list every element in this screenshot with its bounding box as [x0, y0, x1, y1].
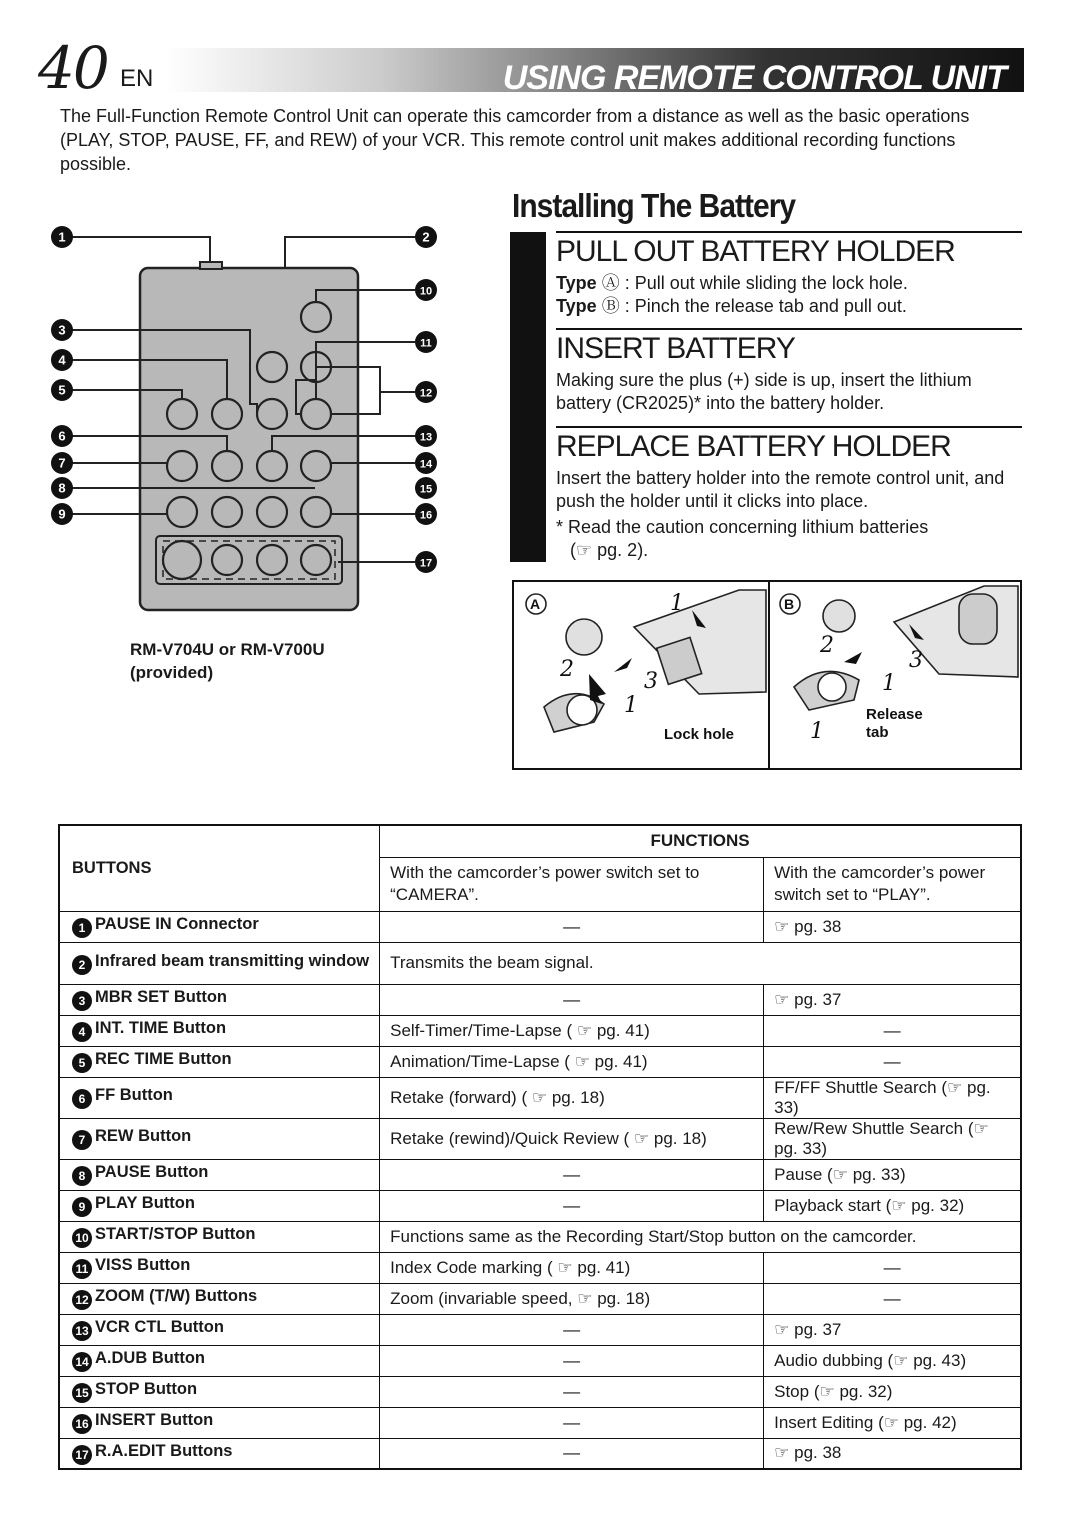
button-name-cell: [59, 1376, 380, 1407]
camera-function-cell: [380, 1077, 764, 1118]
callout-marker: [415, 452, 437, 474]
pointing-hand-icon: ☞: [891, 1195, 907, 1216]
leader-line: [285, 237, 415, 268]
camera-function: —: [563, 1443, 581, 1463]
callout-marker: [415, 551, 437, 573]
camera-function-cell: [380, 911, 764, 942]
tab-label: tab: [866, 724, 889, 741]
button-name-cell: [59, 1345, 380, 1376]
pointing-hand-icon: ☞: [531, 1087, 548, 1108]
button-name: PAUSE IN Connector: [95, 915, 259, 933]
camera-function: —: [563, 916, 581, 936]
camera-function-cell: [380, 1118, 764, 1159]
lock-hole-label: Lock hole: [664, 726, 735, 743]
camera-function: Self-Timer/Time-Lapse (: [390, 1020, 573, 1040]
remote-button: [301, 497, 331, 527]
remote-button: [257, 497, 287, 527]
remote-button: [212, 399, 242, 429]
play-function-cell: [764, 984, 1021, 1015]
button-name: PAUSE Button: [95, 1163, 209, 1181]
table-row: [59, 1252, 1021, 1283]
table-row: [59, 1314, 1021, 1345]
buttons-header: BUTTONS: [59, 825, 380, 911]
callout-number: 3: [58, 322, 66, 338]
play-function-cell: [764, 1252, 1021, 1283]
table-row: [59, 1438, 1021, 1469]
step-1-heading: PULL OUT BATTERY HOLDER: [556, 231, 1022, 269]
pointing-hand-icon: ☞: [576, 540, 593, 561]
camera-function-cell: [380, 1190, 764, 1221]
circle-a-icon: Ⓐ: [601, 273, 620, 294]
panel-a-num-1b: 1: [624, 693, 638, 718]
button-name-cell: [59, 1283, 380, 1314]
step-3-note-ref: pg. 2).: [597, 540, 649, 560]
pointing-hand-icon: ☞: [774, 916, 790, 937]
pointing-hand-icon: ☞: [557, 1257, 573, 1278]
step-3-note: * Read the caution concerning lithium batteries: [556, 517, 929, 537]
step-2-number: 2: [513, 360, 540, 409]
callout-number: 17: [72, 1445, 92, 1465]
panel-a-label: A: [530, 596, 541, 612]
camera-function-cell: [380, 984, 764, 1015]
camera-function-cell: [380, 1046, 764, 1077]
callout-marker: [51, 349, 73, 371]
camera-function-cell: [380, 1159, 764, 1190]
pointing-hand-icon: ☞: [774, 989, 790, 1010]
play-function: —: [883, 1257, 901, 1277]
callout-number: 16: [419, 509, 433, 522]
play-function-cell: [764, 1190, 1021, 1221]
camera-function: —: [563, 1381, 581, 1401]
pointing-hand-icon: ☞: [832, 1164, 848, 1185]
step-1-text: [556, 272, 1026, 318]
callout-marker: [51, 379, 73, 401]
camera-function: —: [563, 1164, 581, 1184]
pointing-hand-icon: ☞: [819, 1381, 835, 1402]
play-page-ref: pg. 32): [911, 1195, 965, 1215]
table-row: [59, 1283, 1021, 1314]
type-b-text: : Pinch the release tab and pull out.: [624, 296, 907, 316]
play-function: Rew/Rew Shuttle Search (: [774, 1118, 974, 1138]
button-name-cell: [59, 1252, 380, 1283]
play-function: Playback start (: [774, 1195, 892, 1215]
button-name: VCR CTL Button: [95, 1318, 224, 1336]
remote-button: [301, 399, 331, 429]
play-function: —: [883, 1020, 901, 1040]
function-cell: Functions same as the Recording Start/Stop button on the camcorder.: [380, 1221, 1021, 1252]
table-row: [59, 1345, 1021, 1376]
camera-function: Animation/Time-Lapse (: [390, 1051, 570, 1071]
play-function-cell: [764, 1376, 1021, 1407]
page-title: USING REMOTE CONTROL UNIT: [502, 59, 1006, 97]
callout-number: 13: [72, 1321, 92, 1341]
play-function: pg. 37: [794, 1319, 842, 1339]
callout-marker: [415, 226, 437, 248]
callout-marker: [51, 477, 73, 499]
language-code: EN: [120, 65, 154, 92]
callout-number: 15: [72, 1383, 92, 1403]
remote-button: [257, 451, 287, 481]
camera-function-cell: [380, 1376, 764, 1407]
callout-number: 10: [419, 285, 433, 298]
camera-page-ref: pg. 18): [653, 1128, 707, 1148]
table-row: [59, 1376, 1021, 1407]
callout-number: 6: [72, 1089, 92, 1109]
release-label: Release: [866, 706, 923, 723]
remote-button: [212, 451, 242, 481]
pointing-hand-icon: ☞: [574, 1051, 590, 1072]
pointing-hand-icon: ☞: [893, 1350, 909, 1371]
panel-a-num-2: 2: [560, 657, 574, 682]
table-row: [59, 911, 1021, 942]
camera-function: —: [563, 1195, 581, 1215]
title-bar: [166, 48, 1024, 97]
callout-number: 13: [419, 431, 433, 444]
camera-function-cell: [380, 1314, 764, 1345]
pointing-hand-icon: ☞: [577, 1288, 593, 1309]
button-name-cell: [59, 1438, 380, 1469]
callout-number: 12: [72, 1290, 92, 1310]
pointing-hand-icon: ☞: [883, 1412, 899, 1433]
play-header: With the camcorder’s power switch set to “PLAY”.: [764, 857, 1021, 911]
button-name-cell: [59, 911, 380, 942]
callout-number: 8: [58, 480, 66, 496]
camera-page-ref: pg. 41): [596, 1020, 650, 1040]
callout-number: 11: [420, 337, 432, 350]
callout-number: 7: [58, 455, 66, 471]
camera-function: —: [563, 1350, 581, 1370]
camera-page-ref: pg. 41): [577, 1257, 631, 1277]
remote-control-diagram: [50, 220, 450, 620]
play-function: —: [883, 1288, 901, 1308]
button-name-cell: [59, 1118, 380, 1159]
camera-function: —: [563, 1319, 581, 1339]
pointing-hand-icon: ☞: [774, 1443, 790, 1464]
button-name: INSERT Button: [95, 1411, 214, 1429]
camera-header: With the camcorder’s power switch set to “CAMERA”.: [380, 857, 764, 911]
callout-number: 4: [72, 1022, 92, 1042]
button-name-cell: [59, 1015, 380, 1046]
circle-b-icon: Ⓑ: [601, 296, 620, 317]
callout-marker: [415, 477, 437, 499]
play-function: pg. 37: [794, 989, 842, 1009]
callout-number: 2: [72, 955, 92, 975]
callout-marker: [415, 381, 437, 403]
table-row: [59, 984, 1021, 1015]
pointing-hand-icon: ☞: [774, 1319, 790, 1340]
play-function-cell: [764, 1159, 1021, 1190]
panel-a-num-1: 1: [670, 591, 684, 616]
play-function-cell: [764, 1314, 1021, 1345]
callout-number: 1: [58, 229, 66, 245]
camera-function: Index Code marking (: [390, 1257, 553, 1277]
play-function-cell: [764, 1438, 1021, 1469]
play-page-ref: pg. 42): [903, 1412, 957, 1432]
button-name: REW Button: [95, 1127, 192, 1145]
panel-b-num-2: 2: [820, 633, 834, 658]
step-1-number: 1: [513, 262, 540, 311]
callout-number: 9: [58, 506, 66, 522]
callout-marker: [51, 226, 73, 248]
play-function-cell: [764, 1345, 1021, 1376]
button-name-cell: [59, 1221, 380, 1252]
remote-provided: (provided): [130, 663, 214, 682]
play-function-cell: [764, 1015, 1021, 1046]
callout-marker: [415, 503, 437, 525]
camera-function: Retake (rewind)/Quick Review (: [390, 1128, 630, 1148]
battery-illustration: [512, 580, 1022, 770]
play-function-cell: [764, 911, 1021, 942]
button-name: REC TIME Button: [95, 1050, 232, 1068]
remote-button: [167, 451, 197, 481]
button-name-cell: [59, 1159, 380, 1190]
callout-number: 10: [72, 1228, 92, 1248]
callout-number: 9: [72, 1197, 92, 1217]
pointing-hand-icon: ☞: [633, 1128, 650, 1149]
button-name-cell: [59, 1046, 380, 1077]
play-function: Pause (: [774, 1164, 833, 1184]
step-3-number: 3: [513, 457, 540, 506]
table-row: [59, 1118, 1021, 1159]
table-row: [59, 1077, 1021, 1118]
camera-page-ref: pg. 41): [594, 1051, 648, 1071]
step-2-text: Making sure the plus (+) side is up, insert the lithium battery (CR2025)* into the battery holder.: [556, 370, 972, 413]
step-3-heading: REPLACE BATTERY HOLDER: [556, 426, 1022, 464]
callout-marker: [51, 425, 73, 447]
button-name: START/STOP Button: [95, 1225, 256, 1243]
button-name: MBR SET Button: [95, 988, 227, 1006]
pointing-hand-icon: ☞: [973, 1118, 989, 1139]
table-row: [59, 942, 1021, 984]
camera-page-ref: pg. 18): [551, 1087, 605, 1107]
callout-number: 8: [72, 1166, 92, 1186]
callout-number: 2: [422, 229, 430, 245]
callout-number: 14: [72, 1352, 92, 1372]
panel-b-num-1b: 1: [810, 719, 824, 744]
remote-button: [257, 352, 287, 382]
play-function: Audio dubbing (: [774, 1350, 894, 1370]
callout-number: 17: [419, 557, 433, 570]
play-page-ref: pg. 33): [774, 1077, 991, 1117]
step-3-body: Insert the battery holder into the remote control unit, and push the holder until it clicks into place.: [556, 468, 1005, 511]
play-function-cell: [764, 1283, 1021, 1314]
battery-drawing: [514, 582, 1020, 768]
play-function-cell: [764, 1077, 1021, 1118]
remote-button: [301, 545, 331, 575]
panel-b-num-3: 3: [909, 648, 923, 673]
camera-function: —: [563, 989, 581, 1009]
function-cell: Transmits the beam signal.: [380, 942, 1021, 984]
callout-number: 5: [58, 382, 66, 398]
play-function: pg. 38: [794, 1443, 842, 1463]
callout-marker: [415, 331, 437, 353]
remote-button: [301, 451, 331, 481]
callout-number: 14: [419, 458, 433, 471]
panel-divider: [768, 582, 770, 768]
play-page-ref: pg. 33): [852, 1164, 906, 1184]
play-function: pg. 38: [794, 916, 842, 936]
button-name-cell: [59, 1314, 380, 1345]
play-function-cell: [764, 1407, 1021, 1438]
button-name: VISS Button: [95, 1256, 191, 1274]
type-label: Type: [556, 273, 597, 293]
type-label: Type: [556, 296, 597, 316]
callout-marker: [51, 452, 73, 474]
camera-function: —: [563, 1412, 581, 1432]
table-row: [59, 1221, 1021, 1252]
button-name: ZOOM (T/W) Buttons: [95, 1287, 258, 1305]
camera-function: Zoom (invariable speed,: [390, 1288, 573, 1308]
button-name-cell: [59, 942, 380, 984]
callout-number: 1: [72, 918, 92, 938]
callout-number: 3: [72, 991, 92, 1011]
callout-marker: [415, 425, 437, 447]
play-function: FF/FF Shuttle Search (: [774, 1077, 948, 1097]
play-function-cell: [764, 1046, 1021, 1077]
leader-line: [72, 237, 210, 262]
intro-paragraph: The Full-Function Remote Control Unit can operate this camcorder from a distance as well as the basic operations (PLAY, STOP, PAUSE, FF, and REW) of your VCR. This remote control unit makes additional recording functions possible.: [60, 106, 970, 174]
panel-a-num-3: 3: [644, 669, 658, 694]
table-row: [59, 1190, 1021, 1221]
remote-button: [301, 302, 331, 332]
button-name: STOP Button: [95, 1380, 198, 1398]
button-name: INT. TIME Button: [95, 1019, 227, 1037]
remote-button: [257, 399, 287, 429]
play-page-ref: pg. 33): [774, 1138, 828, 1158]
remote-button: [167, 399, 197, 429]
callout-marker: [415, 279, 437, 301]
panel-b-num-1: 1: [882, 671, 896, 696]
remote-button: [163, 541, 201, 579]
step-3-text: Insert the battery holder into the remote control unit, and push the holder until it clicks into place. * Read the caution concerning lithium batteries (☞ pg. 2).: [556, 467, 1026, 562]
callout-number: 12: [419, 387, 433, 400]
camera-function-cell: [380, 1015, 764, 1046]
button-name-cell: [59, 1190, 380, 1221]
callout-number: 16: [72, 1414, 92, 1434]
button-name-cell: [59, 984, 380, 1015]
remote-caption: [130, 638, 325, 684]
button-name: PLAY Button: [95, 1194, 195, 1212]
table-row: [59, 1015, 1021, 1046]
button-name: A.DUB Button: [95, 1349, 205, 1367]
callout-number: 11: [72, 1259, 92, 1279]
step-2-heading: INSERT BATTERY: [556, 328, 1022, 366]
button-name-cell: [59, 1407, 380, 1438]
callout-marker: [51, 503, 73, 525]
button-name: Infrared beam transmitting window: [95, 951, 370, 970]
table-row: [59, 1407, 1021, 1438]
callout-marker: [51, 319, 73, 341]
play-page-ref: pg. 32): [839, 1381, 893, 1401]
camera-function-cell: [380, 1438, 764, 1469]
button-name: FF Button: [95, 1086, 173, 1104]
install-title: Installing The Battery: [512, 188, 796, 225]
camera-page-ref: pg. 18): [597, 1288, 651, 1308]
callout-number: 15: [419, 483, 433, 496]
button-name-cell: [59, 1077, 380, 1118]
camera-function-cell: [380, 1283, 764, 1314]
table-row: [59, 1159, 1021, 1190]
camera-function-cell: [380, 1345, 764, 1376]
table-row: [59, 1046, 1021, 1077]
pointing-hand-icon: ☞: [947, 1077, 963, 1098]
button-name: R.A.EDIT Buttons: [95, 1441, 233, 1460]
functions-table: [58, 824, 1022, 1470]
pointing-hand-icon: ☞: [576, 1020, 593, 1041]
camera-function: Retake (forward) (: [390, 1087, 528, 1107]
page-header: [38, 34, 1038, 102]
callout-number: 6: [58, 428, 66, 444]
callout-number: 4: [58, 352, 66, 368]
remote-model: RM-V704U or RM-V700U: [130, 640, 325, 659]
remote-button: [212, 545, 242, 575]
type-a-text: : Pull out while sliding the lock hole.: [624, 273, 908, 293]
camera-function-cell: [380, 1252, 764, 1283]
callout-number: 5: [72, 1053, 92, 1073]
play-page-ref: pg. 43): [913, 1350, 967, 1370]
page-number: 40: [38, 34, 108, 102]
remote-button: [257, 545, 287, 575]
functions-header: FUNCTIONS: [380, 825, 1021, 857]
panel-b-label: B: [784, 596, 795, 612]
play-function-cell: [764, 1118, 1021, 1159]
camera-function-cell: [380, 1407, 764, 1438]
play-function: Stop (: [774, 1381, 820, 1401]
callout-number: 7: [72, 1130, 92, 1150]
remote-button: [212, 497, 242, 527]
play-function: Insert Editing (: [774, 1412, 884, 1432]
play-function: —: [883, 1051, 901, 1071]
remote-button: [167, 497, 197, 527]
